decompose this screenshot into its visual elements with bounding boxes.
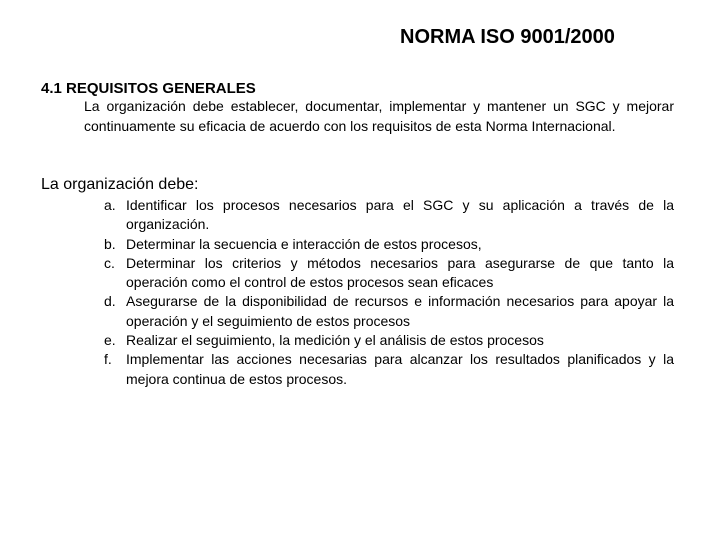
requirement-item-f (104, 350, 674, 389)
requirement-text: Asegurarse de la disponibilidad de recursos e información necesarios para apoyar la operación y el seguimiento de estos procesos (126, 293, 674, 329)
requirement-text: Determinar la secuencia e interacción de estos procesos, (126, 235, 482, 252)
requirement-item-e (104, 331, 674, 350)
requirement-letter: a. (104, 197, 116, 213)
section-heading: 4.1 REQUISITOS GENERALES (41, 80, 256, 97)
requirement-letter: e. (104, 332, 116, 349)
requirement-text: Implementar las acciones necesarias para alcanzar los resultados planificados y la mejora continua de estos procesos. (126, 351, 674, 387)
requirement-letter: f. (104, 351, 112, 368)
requirement-item-c (104, 254, 674, 293)
requirement-item-b (104, 235, 674, 254)
requirement-letter: d. (104, 293, 116, 310)
requirement-text: Determinar los criterios y métodos necesarios para asegurarse de que tanto la operación como el control de estos procesos sean eficaces (126, 254, 674, 291)
requirement-text: Realizar el seguimiento, la medición y el análisis de estos procesos (126, 332, 544, 349)
requirement-item-a (104, 196, 674, 235)
requirement-letter: c. (104, 254, 115, 271)
section-intro: La organización debe establecer, documentar, implementar y mantener un SGC y mejorar continuamente su eficacia de acuerdo con los requisitos de esta Norma Internacional. (84, 98, 674, 134)
requirement-text: Identificar los procesos necesarios para el SGC y su aplicación a través de la organización. (126, 197, 674, 233)
requirement-item-d (104, 292, 674, 331)
requirements-list (104, 196, 674, 389)
requirement-letter: b. (104, 235, 116, 252)
requirements-heading: La organización debe: (41, 176, 199, 193)
page-title: NORMA ISO 9001/2000 (400, 26, 615, 48)
